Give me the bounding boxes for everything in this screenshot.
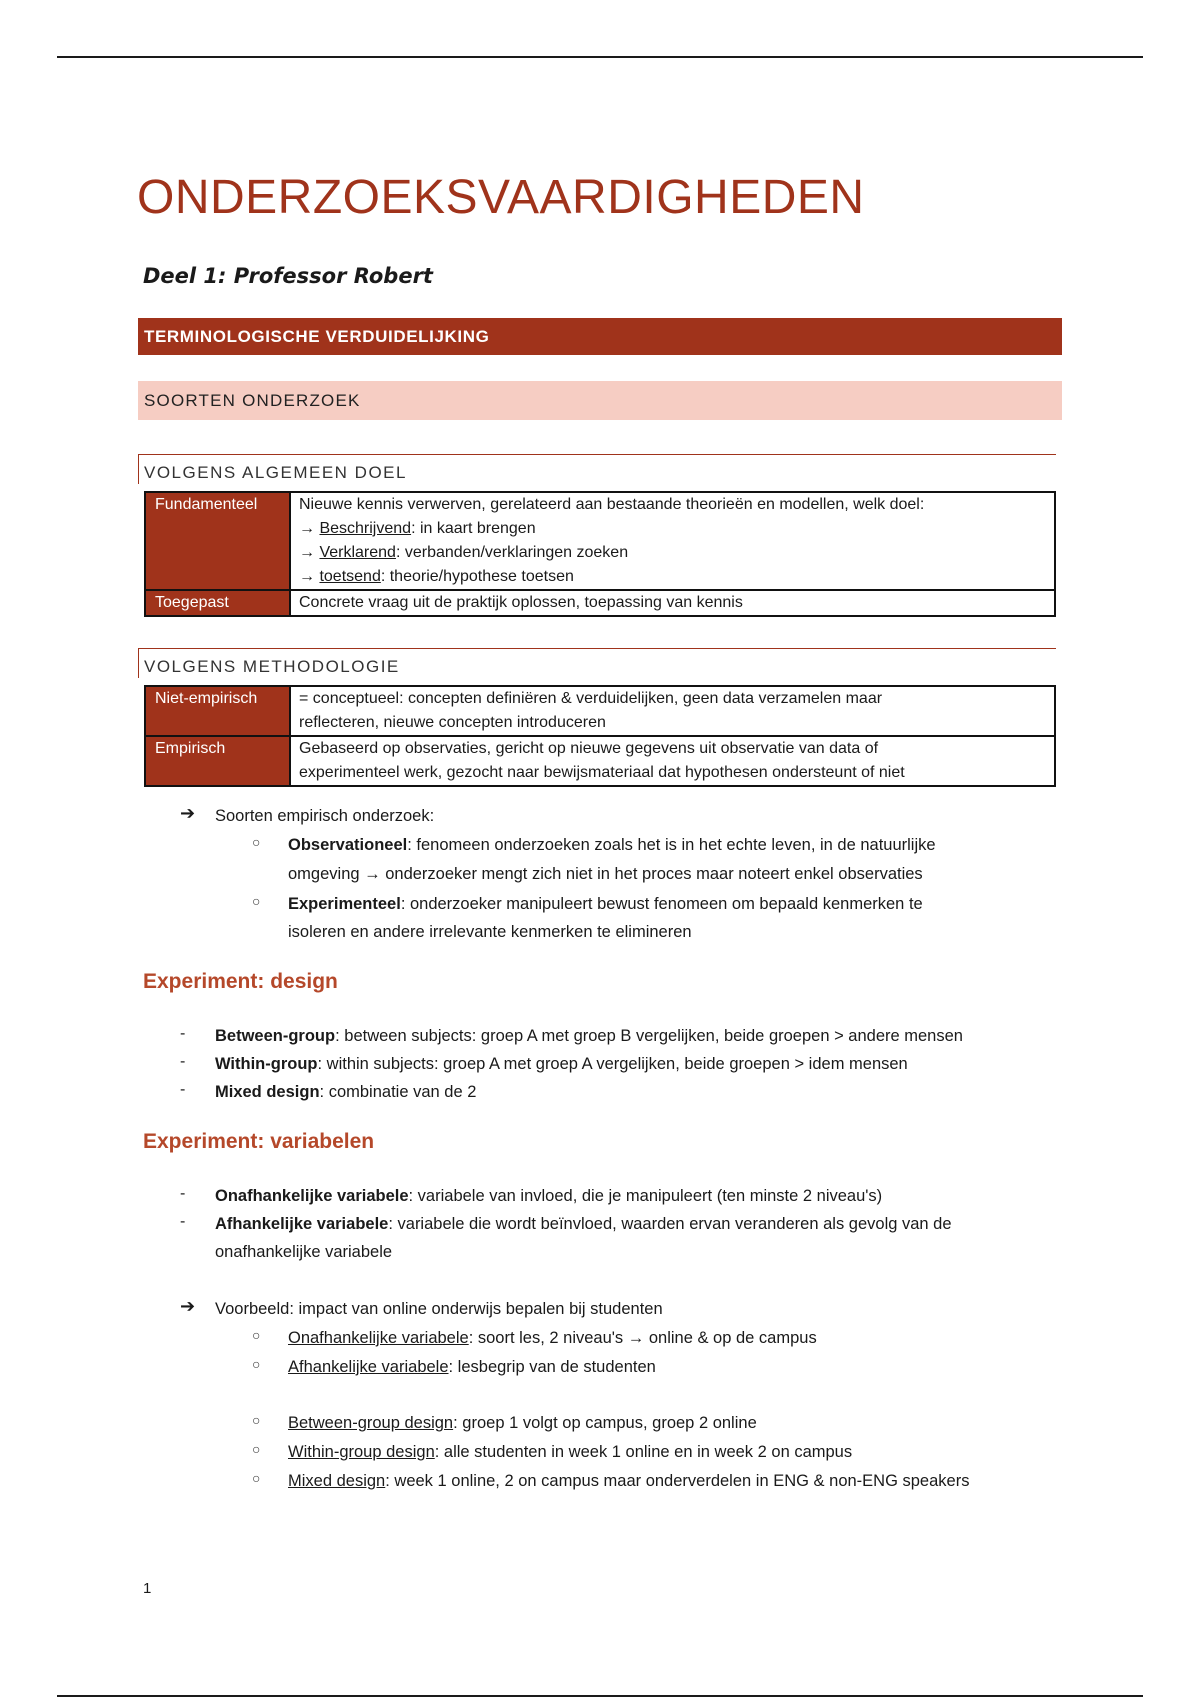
list-item-continuation: isoleren en andere irrelevante kenmerken te elimineren [288,923,692,941]
term-empirisch: Empirisch [145,736,290,786]
list-item-key: Observationeel [288,836,408,854]
definition-key: Beschrijvend [319,520,412,537]
circle-bullet-icon: ○ [252,834,261,850]
list-item-text: : onderzoeker manipuleert bewust fenomeen om bepaald kenmerken te [400,895,923,913]
example-item-text: : alle studenten in week 1 online en in week 2 on campus [434,1443,853,1461]
circle-bullet-icon: ○ [252,1327,261,1343]
page-number: 1 [143,1580,152,1597]
list-item-continuation: onafhankelijke variabele [215,1243,393,1261]
list-item-key: Afhankelijke variabele [215,1215,389,1233]
example-intro: Voorbeeld: impact van online onderwijs bepalen bij studenten [215,1300,663,1318]
list-item-text: : variabele van invloed, die je manipuleert (ten minste 2 niveau's) [408,1187,883,1205]
list-item-key: Within-group [215,1055,318,1073]
list-item-text: : fenomeen onderzoeken zoals het is in het echte leven, in de natuurlijke [407,836,936,854]
definition-intro: Nieuwe kennis verwerven, gerelateerd aan bestaande theorieën en modellen, welk doel: [299,496,925,513]
list-intro: Soorten empirisch onderzoek: [215,807,435,825]
table-row [145,736,1055,786]
arrow-bullet-icon: ➔ [180,1296,196,1316]
definition-fundamenteel [290,492,1055,590]
list-item [215,1022,963,1050]
heading-experiment-variabelen: Experiment: variabelen [143,1130,375,1153]
table-row [145,590,1055,616]
list-item-text: : combinatie van de 2 [319,1083,477,1101]
list-item-key: Experimenteel [288,895,401,913]
dash-bullet: - [180,1185,186,1202]
heading-volgens-algemeen-doel: VOLGENS ALGEMEEN DOEL [138,454,1056,484]
example-item [288,1324,817,1352]
example-item-text: : soort les, 2 niveau's → online & op de campus [468,1329,817,1347]
circle-bullet-icon: ○ [252,1356,261,1372]
definition-text: : theorie/hypothese toetsen [380,568,574,585]
circle-bullet-icon: ○ [252,1470,261,1486]
list-item-key: Between-group [215,1027,336,1045]
definition-empirisch [290,736,1055,786]
definition-text: = conceptueel: concepten definiëren & verduidelijken, geen data verzamelen maar [299,690,883,707]
table-algemeen-doel [144,491,1056,617]
definition-item [299,565,1046,589]
dash-bullet: - [180,1081,186,1098]
example-item-key: Mixed design [288,1472,386,1490]
document-title: ONDERZOEKSVAARDIGHEDEN [137,171,865,224]
definition-text: experimenteel werk, gezocht naar bewijsmateriaal dat hypothesen ondersteunt of niet [299,764,905,781]
document-subtitle: Deel 1: Professor Robert [143,264,433,288]
dash-bullet: - [180,1025,186,1042]
table-methodologie [144,685,1056,787]
heading-volgens-methodologie: VOLGENS METHODOLOGIE [138,648,1056,678]
example-item-text: : lesbegrip van de studenten [448,1358,656,1376]
list-item [215,1182,882,1210]
example-item-text: : week 1 online, 2 on campus maar onderverdelen in ENG & non-ENG speakers [385,1472,970,1490]
heading-experiment-design: Experiment: design [143,970,338,993]
list-item-continuation: omgeving → onderzoeker mengt zich niet in het proces maar noteert enkel observaties [288,865,923,883]
example-item-key: Within-group design [288,1443,435,1461]
list-item [288,890,923,918]
definition-key: toetsend [319,568,381,585]
list-item-text: : variabele die wordt beïnvloed, waarden ervan veranderen als gevolg van de [388,1215,952,1233]
arrow-right-icon: → [299,568,315,585]
term-toegepast: Toegepast [145,590,290,616]
list-item-key: Mixed design [215,1083,320,1101]
top-rule [57,56,1143,58]
circle-bullet-icon: ○ [252,1412,261,1428]
example-item-text: : groep 1 volgt op campus, groep 2 online [453,1414,757,1432]
dash-bullet: - [180,1213,186,1230]
example-item-key: Between-group design [288,1414,454,1432]
heading-terminologische-verduidelijking: TERMINOLOGISCHE VERDUIDELIJKING [138,318,1062,355]
table-row [145,686,1055,736]
list-item-key: Onafhankelijke variabele [215,1187,409,1205]
list-item [215,1210,952,1238]
list-item-text: : within subjects: groep A met groep A vergelijken, beide groepen > idem mensen [317,1055,908,1073]
example-item-key: Onafhankelijke variabele [288,1329,469,1347]
example-item [288,1353,656,1381]
example-item-key: Afhankelijke variabele [288,1358,449,1376]
circle-bullet-icon: ○ [252,893,261,909]
definition-text: Gebaseerd op observaties, gericht op nieuwe gegevens uit observatie van data of [299,740,879,757]
arrow-right-icon: → [299,544,315,561]
definition-toegepast: Concrete vraag uit de praktijk oplossen, toepassing van kennis [290,590,1055,616]
circle-bullet-icon: ○ [252,1441,261,1457]
definition-niet-empirisch [290,686,1055,736]
definition-text: reflecteren, nieuwe concepten introduceren [299,714,606,731]
definition-text: : verbanden/verklaringen zoeken [395,544,629,561]
arrow-bullet-icon: ➔ [180,803,196,823]
list-item [215,1078,476,1106]
term-niet-empirisch: Niet-empirisch [145,686,290,736]
list-item [288,831,936,859]
example-item [288,1438,852,1466]
heading-soorten-onderzoek: SOORTEN ONDERZOEK [138,381,1062,420]
definition-item [299,541,1046,565]
example-item [288,1409,757,1437]
list-item-text: : between subjects: groep A met groep B vergelijken, beide groepen > andere mensen [335,1027,963,1045]
example-item [288,1467,969,1495]
bottom-rule [57,1695,1143,1697]
term-fundamenteel: Fundamenteel [145,492,290,590]
definition-item [299,517,1046,541]
arrow-right-icon: → [299,520,315,537]
dash-bullet: - [180,1053,186,1070]
definition-key: Verklarend [319,544,396,561]
list-item [215,1050,908,1078]
table-row [145,492,1055,590]
definition-text: : in kaart brengen [411,520,536,537]
